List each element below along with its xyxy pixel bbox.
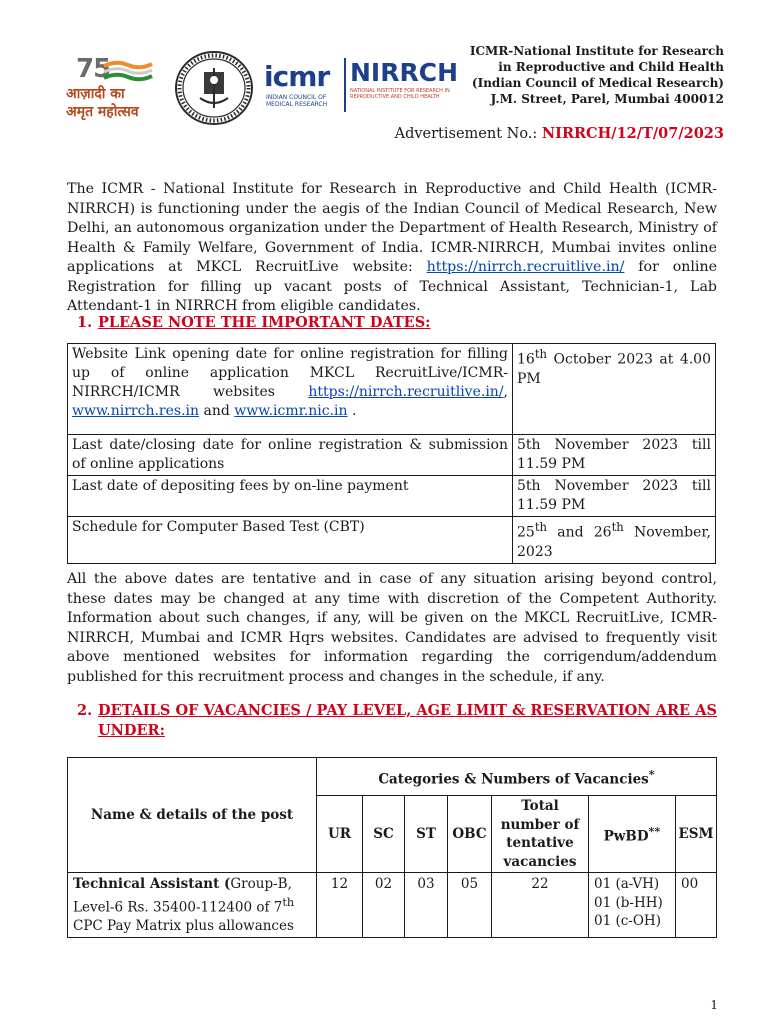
ur-value: 12	[317, 873, 363, 938]
recruitlive-link[interactable]: https://nirrch.recruitlive.in/	[308, 384, 504, 400]
advertisement-code: NIRRCH/12/T/07/2023	[541, 125, 724, 142]
pwbd-sup: **	[648, 824, 661, 838]
table-row	[68, 517, 716, 564]
section-2-title: DETAILS OF VACANCIES / PAY LEVEL, AGE LIMIT & RESERVATION ARE AS UNDER:	[98, 702, 717, 739]
pwbd-title: PwBD	[603, 828, 649, 845]
date-day: 25	[517, 524, 535, 541]
section-1-number: 1.	[77, 314, 93, 331]
table-row	[68, 344, 716, 435]
azadi-line-1: आज़ादी का	[66, 86, 125, 102]
post-name: Technical Assistant (	[73, 876, 231, 892]
table-row	[68, 476, 716, 517]
st-value: 03	[405, 873, 448, 938]
institute-line: in Reproductive and Child Health	[498, 60, 724, 74]
date-description	[68, 344, 513, 435]
post-pay-end: CPC Pay Matrix plus allowances	[73, 917, 294, 934]
notice-paragraph: All the above dates are tentative and in case of any situation arising beyond control, these dates may be changed at any time with discretion of the Competent Authority. Information about such changes, if any, will be given on the MKCL RecruitLive, ICMR-NIRRCH, Mumbai and ICMR Hqrs websites. Candidates are advised to frequently visit above mentioned websites for information regarding the corrigendum/addendum published for this recruitment process and changes in the schedule, if any.	[67, 571, 717, 685]
nirrch-logo	[344, 58, 476, 112]
azadi-ka-amrit-mahotsav-logo	[66, 54, 168, 120]
date-value: 5th November 2023 till 11.59 PM	[513, 435, 716, 476]
separator: and	[199, 403, 235, 419]
esm-value: 00	[676, 873, 717, 938]
nirrch-logo-subtitle: NATIONAL INSTITUTE FOR RESEARCH IN REPRODUCTIVE AND CHILD HEALTH	[350, 88, 450, 100]
obc-header: OBC	[448, 796, 492, 873]
sc-value: 02	[363, 873, 405, 938]
date-description: Last date of depositing fees by on-line payment	[68, 476, 513, 517]
vacancies-table	[67, 757, 717, 938]
date-value	[513, 517, 716, 564]
section-2-number: 2.	[77, 702, 93, 719]
date-suffix: th	[534, 347, 548, 361]
intro-paragraph	[67, 180, 717, 317]
page-number: 1	[710, 998, 718, 1012]
icmr-logo-text: icmr	[264, 60, 330, 93]
date-description: Schedule for Computer Based Test (CBT)	[68, 517, 513, 564]
pwbd-item: 01 (b-HH)	[594, 894, 663, 911]
icmr-website-link[interactable]: www.icmr.nic.in	[234, 403, 348, 419]
categories-title: Categories & Numbers of Vacancies	[378, 771, 649, 787]
header-logos	[66, 46, 486, 128]
date-value	[513, 344, 716, 435]
date-value: 5th November 2023 till 11.59 PM	[513, 476, 716, 517]
esm-header: ESM	[676, 796, 717, 873]
obc-value: 05	[448, 873, 492, 938]
table-row	[68, 873, 717, 938]
ur-header: UR	[317, 796, 363, 873]
total-value: 22	[492, 873, 589, 938]
date-rest: November, 2023	[517, 524, 711, 560]
post-pay: Group-B, Level-6 Rs. 35400-112400 of 7	[73, 876, 292, 915]
table-row	[68, 435, 716, 476]
post-column-header: Name & details of the post	[68, 758, 317, 873]
icmr-seal-icon	[174, 50, 254, 126]
institute-line: (Indian Council of Medical Research)	[471, 76, 724, 90]
separator: ,	[503, 384, 508, 400]
categories-header	[317, 758, 717, 796]
date-suffix: th	[534, 520, 548, 534]
desc-end: .	[347, 403, 357, 419]
sc-header: SC	[363, 796, 405, 873]
important-dates-table	[67, 343, 716, 564]
desc-text: Website Link opening date for online registration for filling up of online application MKCL RecruitLive/ICMR-NIRRCH/ICMR websites	[72, 346, 508, 400]
categories-sup: *	[648, 766, 655, 781]
advertisement-number	[395, 125, 724, 142]
azadi-number: 75	[76, 54, 111, 84]
date-description: Last date/closing date for online registration & submission of online applications	[68, 435, 513, 476]
date-mid: and	[547, 524, 594, 541]
date-suffix: th	[611, 520, 624, 534]
section-1-heading	[77, 313, 717, 333]
table-header-row	[68, 758, 717, 796]
pwbd-value	[589, 873, 676, 938]
date-rest: October 2023 at 4.00 PM	[517, 351, 711, 387]
intro-text: The ICMR - National Institute for Research in Reproductive and Child Health (ICMR-NIRRCH) is functioning under the aegis of the Indian Council of Medical Research, New Delhi, an autonomous organization under the Department of Health Research, Ministry of Health & Family Welfare, Government of India. ICMR-NIRRCH, Mumbai invites online applications at MKCL RecruitLive website:	[67, 181, 717, 275]
institute-line: ICMR-National Institute for Research	[469, 44, 724, 58]
date-day: 26	[593, 524, 612, 541]
date-day: 16	[517, 351, 535, 368]
azadi-line-2: अमृत महोत्सव	[66, 104, 139, 120]
section-2-heading	[77, 701, 717, 740]
post-sup: th	[282, 895, 295, 909]
institute-line: J.M. Street, Parel, Mumbai 400012	[490, 92, 724, 106]
nirrch-website-link[interactable]: www.nirrch.res.in	[72, 403, 200, 419]
intro-text-end: for online Registration for filling up vacant posts of Technical Assistant, Technician-1, Lab Attendant-1 in NIRRCH from eligible candidates.	[67, 259, 717, 314]
pwbd-header	[589, 796, 676, 873]
pwbd-item: 01 (c-OH)	[594, 913, 661, 929]
institute-address	[464, 43, 724, 107]
recruitlive-link[interactable]: https://nirrch.recruitlive.in/	[426, 259, 625, 275]
total-header: Total number of tentative vacancies	[492, 796, 589, 873]
icmr-logo	[264, 60, 348, 110]
pwbd-item: 01 (a-VH)	[594, 876, 660, 892]
section-1-title: PLEASE NOTE THE IMPORTANT DATES:	[98, 314, 431, 331]
post-details	[68, 873, 317, 938]
advertisement-label: Advertisement No.:	[394, 126, 542, 142]
flag-wave-icon	[102, 60, 154, 82]
st-header: ST	[405, 796, 448, 873]
icmr-logo-subtitle: INDIAN COUNCIL OF MEDICAL RESEARCH	[266, 94, 328, 108]
nirrch-logo-text: NIRRCH	[350, 58, 458, 87]
